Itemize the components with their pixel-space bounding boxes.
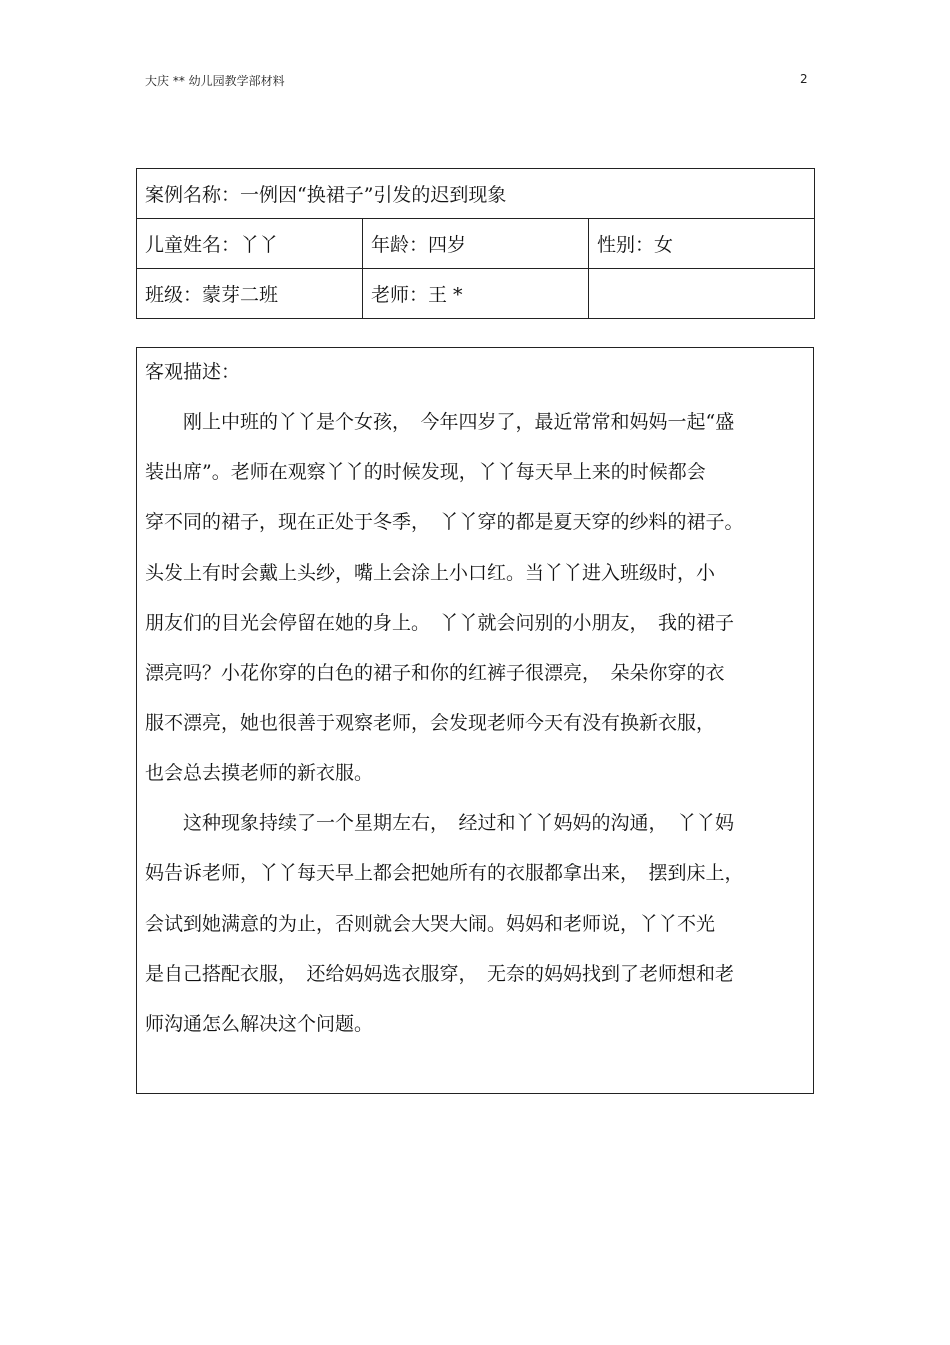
- case-name-row: [137, 169, 815, 219]
- age-cell: 年龄：四岁: [363, 219, 589, 269]
- class-info-row: [137, 269, 815, 319]
- description-line: 穿不同的裙子，现在正处于冬季， 丫丫穿的都是夏天穿的纱料的裙子。: [145, 511, 744, 533]
- description-line: 是自己搭配衣服， 还给妈妈选衣服穿， 无奈的妈妈找到了老师想和老: [145, 963, 735, 985]
- description-line: 这种现象持续了一个星期左右， 经过和丫丫妈妈的沟通， 丫丫妈: [145, 812, 735, 834]
- case-info-table: [136, 168, 815, 319]
- description-line: 妈告诉老师，丫丫每天早上都会把她所有的衣服都拿出来， 摆到床上，: [145, 862, 744, 884]
- description-title: 客观描述：: [145, 361, 241, 383]
- objective-description-box: [136, 347, 814, 1094]
- description-line: 装出席”。老师在观察丫丫的时候发现，丫丫每天早上来的时候都会: [145, 461, 706, 483]
- teacher-cell: 老师：王 *: [363, 269, 589, 319]
- description-line: 师沟通怎么解决这个问题。: [145, 1013, 374, 1035]
- description-line: 服不漂亮，她也很善于观察老师，会发现老师今天有没有换新衣服，: [145, 712, 716, 734]
- description-line: 头发上有时会戴上头纱，嘴上会涂上小口红。当丫丫进入班级时，小: [145, 562, 716, 584]
- gender-cell: 性别：女: [589, 219, 815, 269]
- empty-cell: [589, 269, 815, 319]
- class-cell: 班级：蒙芽二班: [137, 269, 363, 319]
- child-info-row: [137, 219, 815, 269]
- case-name-cell: 案例名称：一例因“换裙子”引发的迟到现象: [137, 169, 815, 219]
- description-line: 也会总去摸老师的新衣服。: [145, 762, 374, 784]
- description-line: 朋友们的目光会停留在她的身上。 丫丫就会问别的小朋友， 我的裙子: [145, 612, 735, 634]
- description-line: 会试到她满意的为止，否则就会大哭大闹。妈妈和老师说，丫丫不光: [145, 913, 716, 935]
- description-line: 漂亮吗？小花你穿的白色的裙子和你的红裤子很漂亮， 朵朵你穿的衣: [145, 662, 725, 684]
- description-line: 刚上中班的丫丫是个女孩， 今年四岁了，最近常常和妈妈一起“盛: [145, 411, 735, 433]
- header-org-label: 大庆 ** 幼儿园教学部材料: [145, 74, 285, 88]
- page-number: 2: [800, 72, 808, 86]
- child-name-cell: 儿童姓名：丫丫: [137, 219, 363, 269]
